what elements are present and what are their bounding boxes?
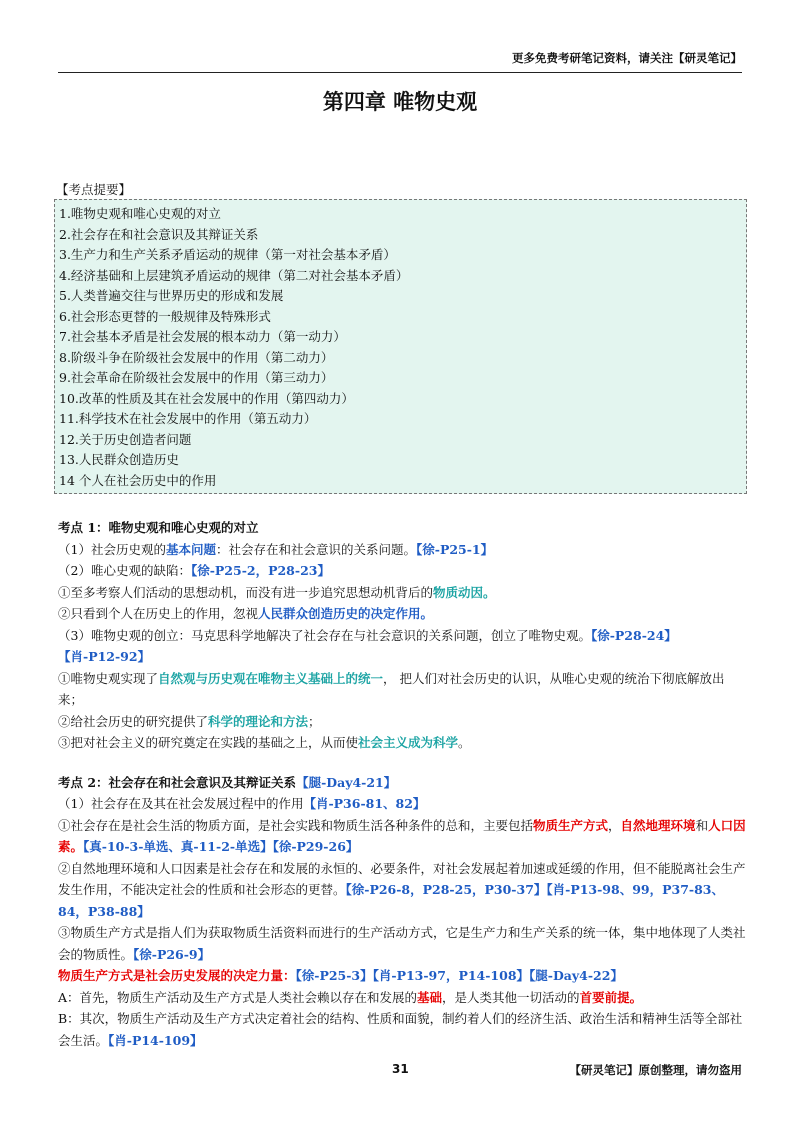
paragraph [58, 560, 748, 582]
summary-item: 3.生产力和生产关系矛盾运动的规律（第一对社会基本矛盾） [59, 247, 396, 262]
summary-item: 7.社会基本矛盾是社会发展的根本动力（第一动力） [59, 329, 346, 344]
summary-item: 13.人民群众创造历史 [59, 452, 179, 467]
paragraph [58, 815, 748, 858]
highlight: 首要前提。 [579, 989, 643, 1005]
text: B：其次，物质生产活动及生产方式决定着社会的结构、性质和面貌，制约着人们的经济生活、政治生活和精神生活等全部社会生活。 [58, 1011, 743, 1048]
summary-item: 12.关于历史创造者问题 [59, 431, 192, 447]
paragraph [58, 582, 748, 604]
page-number: 31 [392, 1062, 409, 1076]
summary-item: 10.改革的性质及其在社会发展中的作用（第四动力） [59, 390, 354, 406]
reference: 【徐-P26-9】 [133, 946, 211, 962]
section-1-heading: 考点 1：唯物史观和唯心史观的对立 [58, 520, 259, 535]
reference: 【真-10-3-单选、真-11-2-单选】【徐-P29-26】 [83, 839, 359, 854]
highlight: 基础 [417, 989, 443, 1005]
text: ③把对社会主义的研究奠定在实践的基础之上，从而使 [58, 735, 359, 750]
text: （1）社会历史观的 [58, 541, 166, 557]
reference: 【肖-P14-109】 [108, 1032, 203, 1048]
summary-label: 【考点提要】 [56, 182, 132, 197]
highlight: 人民群众创造历史的决定作用。 [258, 606, 434, 621]
text: （2）唯心史观的缺陷： [58, 563, 191, 578]
reference: 【徐-P25-2，P28-23】 [190, 563, 330, 578]
paragraph [58, 732, 748, 754]
text: ，是人类其他一切活动的 [442, 989, 580, 1005]
summary-item: 9.社会革命在阶级社会发展中的作用（第三动力） [59, 370, 334, 385]
paragraph [58, 965, 748, 987]
paragraph [58, 668, 748, 711]
paragraph [58, 858, 748, 923]
paragraph [58, 711, 748, 733]
reference: 【徐-P25-1】 [416, 541, 494, 557]
content-body [58, 517, 748, 1051]
paragraph [58, 625, 748, 647]
reference: 【徐-P26-8，P28-25，P30-37】【肖-P13-98、99，P37-83、84，P38-88】 [58, 882, 724, 919]
text: ②自然地理环境和人口因素是社会存在和发展的永恒的、必要条件，对社会发展起着加速或延缓的作用，但不能脱离社会生产发生作用，不能决定社会的性质和社会形态的更替。 [58, 860, 746, 897]
text: ； [308, 713, 321, 729]
paragraph [58, 793, 748, 815]
text: ①社会存在是社会生活的物质方面，是社会实践和物质生活各种条件的总和，主要包括 [58, 817, 534, 833]
paragraph [58, 1008, 748, 1051]
summary-item: 14 个人在社会历史中的作用 [59, 472, 217, 488]
header-divider [58, 72, 742, 73]
reference: 【徐-P28-24】 [590, 627, 677, 643]
text: ， [608, 817, 621, 833]
footer-note: 【研灵笔记】原创整理，请勿盗用 [569, 1063, 742, 1077]
summary-item: 11.科学技术在社会发展中的作用（第五动力） [59, 411, 317, 426]
reference: 【徐-P25-3】【肖-P13-97，P14-108】【腿-Day4-22】 [295, 968, 623, 983]
summary-item: 4.经济基础和上层建筑矛盾运动的规律（第二对社会基本矛盾） [59, 267, 409, 283]
text: ②只看到个人在历史上的作用，忽视 [58, 606, 259, 621]
highlight: 物质生产方式是社会历史发展的决定力量： [58, 968, 296, 983]
highlight: 物质动因。 [433, 584, 496, 600]
header-note: 更多免费考研笔记资料，请关注【研灵笔记】 [512, 51, 742, 65]
text: ③物质生产方式是指人们为获取物质生活资料而进行的生产活动方式，它是生产力和生产关系的统一体，集中地体现了人类社会的物质性。 [58, 925, 746, 962]
text: ：社会存在和社会意识的关系问题。 [215, 541, 416, 557]
text: ①至多考察人们活动的思想动机，而没有进一步追究思想动机背后的 [58, 584, 434, 600]
highlight: 基本问题 [165, 541, 216, 557]
reference: 【肖-P36-81、82】 [303, 796, 426, 811]
paragraph [58, 646, 748, 668]
reference: 【肖-P12-92】 [58, 649, 151, 664]
highlight: 人口因素。 [58, 817, 746, 854]
summary-item: 2.社会存在和社会意识及其辩证关系 [59, 226, 259, 242]
text: ②给社会历史的研究提供了 [58, 713, 209, 729]
paragraph [58, 922, 748, 965]
paragraph [58, 987, 748, 1009]
highlight: 科学的理论和方法 [208, 713, 309, 729]
text: ， 把人们对社会历史的认识，从唯心史观的统治下彻底解放出来； [58, 670, 725, 707]
highlight: 社会主义成为科学 [358, 735, 459, 750]
section-2-heading [58, 772, 748, 794]
summary-box [54, 199, 747, 494]
summary-item: 5.人类普遍交往与世界历史的形成和发展 [59, 288, 284, 303]
text: （3）唯物史观的创立：马克思科学地解决了社会存在与社会意识的关系问题，创立了唯物史观。 [58, 627, 591, 643]
highlight: 自然观与历史观在唯物主义基础上的统一 [158, 670, 384, 686]
summary-item: 8.阶级斗争在阶级社会发展中的作用（第二动力） [59, 349, 334, 365]
text: 。 [458, 735, 471, 750]
text: （1）社会存在及其在社会发展过程中的作用 [58, 796, 304, 811]
paragraph [58, 603, 748, 625]
reference: 【腿-Day4-21】 [296, 774, 397, 790]
highlight: 物质生产方式 [533, 817, 609, 833]
heading-text: 考点 2：社会存在和社会意识及其辩证关系 [58, 774, 297, 790]
text: ①唯物史观实现了 [58, 670, 159, 686]
summary-item: 6.社会形态更替的一般规律及特殊形式 [59, 308, 271, 324]
text: A：首先，物质生产活动及生产方式是人类社会赖以存在和发展的 [58, 989, 418, 1005]
paragraph [58, 539, 748, 561]
chapter-title: 第四章 唯物史观 [322, 90, 478, 114]
text: 和 [695, 817, 709, 833]
highlight: 自然地理环境 [620, 817, 696, 833]
summary-item: 1.唯物史观和唯心史观的对立 [59, 206, 221, 221]
